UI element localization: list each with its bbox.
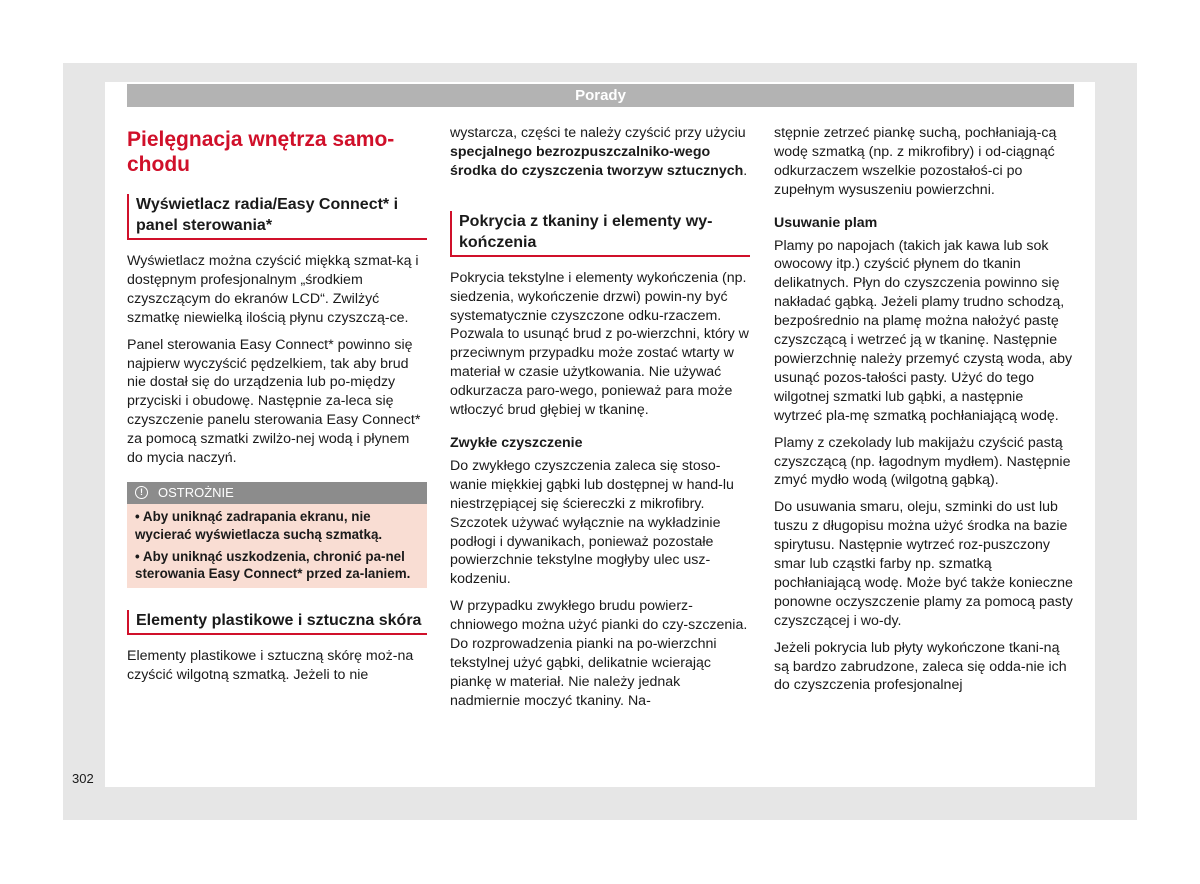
text-run: wystarcza, części te należy czyścić przy użyciu — [450, 125, 746, 141]
column-1 — [127, 124, 427, 693]
subheading-regular-cleaning: Zwykłe czyszczenie — [450, 434, 583, 451]
paragraph: Panel sterowania Easy Connect* powinno się najpierw wyczyścić pędzelkiem, tak aby brud nie dostał się do urządzenia lub po-między przyciski i obudowę. Następnie za-leca się czyszczenie panelu sterowania Easy Connect* za pomocą szmatki zwilżo-nej wodą i płynem do mycia naczyń. — [127, 336, 421, 467]
caution-label: OSTROŻNIE — [158, 484, 234, 500]
section-heading-display: Wyświetlacz radia/Easy Connect* i panel sterowania* — [127, 194, 427, 240]
caution-item: • Aby uniknąć uszkodzenia, chronić pa-nel sterowania Easy Connect* przed za-laniem. — [135, 548, 411, 582]
paragraph: Plamy po napojach (takich jak kawa lub sok owocowy itp.) czyścić płynem do tkanin delikatnych. Płyn do czyszczenia powinno się nakładać gąbką. Jeżeli plamy trudno schodzą, bezpośrednio na plamę można nałożyć pastę czyszczącą i wetrzeć ją w tkaninę. Następnie powierzchnię należy przemyć czystą woda, aby usunąć pozos-tałości pasty. Użyć do tego wilgotnej szmatki lub gąbki, a następnie wytrzeć pla-mę szmatką pochłaniającą wodę. — [774, 237, 1073, 424]
paragraph: Do usuwania smaru, oleju, szminki do ust lub tuszu z długopisu można użyć środka na bazie spirytusu. Następnie wytrzeć roz-puszczony smar lub cząstki farby np. szmatką pochłaniającą wodę. Może być także konieczne ponowne oczyszczenie plamy za pomocą pasty czyszczącej i wo-dy. — [774, 499, 1073, 629]
paragraph: Pokrycia tekstylne i elementy wykończenia (np. siedzenia, wykończenie drzwi) powin-ny być systematycznie czyszczone odku-rzaczem. Pozwala to usunąć brud z po-wierzchni, który w przeciwnym przypadku może zostać wtarty w materiał w czasie użytkowania. Nie używać odkurzacza paro-wego, ponieważ para może wtłoczyć brud głębiej w tkaninę. — [450, 269, 749, 419]
paragraph: Plamy z czekolady lub makijażu czyścić pastą czyszczącą (np. łagodnym mydłem). Następnie zmyć mydło wodą (wilgotną gąbką). — [774, 434, 1071, 489]
caution-item: • Aby uniknąć zadrapania ekranu, nie wycierać wyświetlacza suchą szmatką. — [135, 508, 383, 542]
section-heading-fabric: Pokrycia z tkaniny i elementy wy-kończenia — [450, 211, 750, 257]
paragraph: Elementy plastikowe i sztuczną skórę moż-na czyścić wilgotną szmatką. Jeżeli to nie — [127, 648, 414, 684]
paragraph: stępnie zetrzeć piankę suchą, pochłaniają-cą wodę szmatką (np. z mikrofibry) i od-ciągnąć odkurzaczem wszelkie pozostałoś-ci po zupełnym wysuszeniu powierzchni. — [774, 125, 1057, 198]
section-heading-plastics: Elementy plastikowe i sztuczna skóra — [127, 610, 427, 635]
exclamation-icon: ! — [135, 486, 148, 499]
subheading-stain-removal: Usuwanie plam — [774, 214, 878, 231]
paragraph: Do zwykłego czyszczenia zaleca się stoso-wanie miękkiej gąbki lub dostępnej w hand-lu niestrzępiącej się ściereczki z mikrofibry. Szczotek używać wyłącznie na wykładzinie podłogi i dywanikach, ponieważ pozostałe powierzchnie tekstylne mogłyby ulec usz-kodzeniu. — [450, 457, 734, 588]
caution-header — [127, 482, 427, 504]
paragraph — [450, 124, 750, 181]
paragraph: Wyświetlacz można czyścić miękką szmat-ką i dostępnym profesjonalnym „środkiem czyszczącym do ekranów LCD“. Zwilżyć szmatkę niewielką ilością płynu czyszczą-ce. — [127, 253, 419, 326]
text-run: . — [743, 162, 748, 179]
paragraph: W przypadku zwykłego brudu powierz-chniowego można użyć pianki do czy-szczenia. Do rozprowadzenia pianki na po-wierzchni tekstylnej użyć gąbki, delikatnie wcierając piankę w materiał. Nie należy jednak nadmiernie moczyć tkaniny. Na- — [450, 598, 748, 709]
caution-box — [127, 482, 427, 588]
emphasis-text: specjalnego bezrozpuszczalniko-wego środka do czyszczenia tworzyw sztucznych — [450, 143, 744, 179]
page-number: 302 — [72, 771, 94, 786]
column-2 — [450, 124, 750, 719]
section-header-bar: Porady — [127, 84, 1074, 107]
page-title: Pielęgnacja wnętrza samo-chodu — [127, 128, 395, 176]
paragraph: Jeżeli pokrycia lub płyty wykończone tkani-ną są bardzo zabrudzone, zaleca się odda-nie ich do czyszczenia profesjonalnej — [774, 639, 1067, 694]
column-3 — [774, 124, 1074, 703]
caution-body — [127, 504, 427, 588]
